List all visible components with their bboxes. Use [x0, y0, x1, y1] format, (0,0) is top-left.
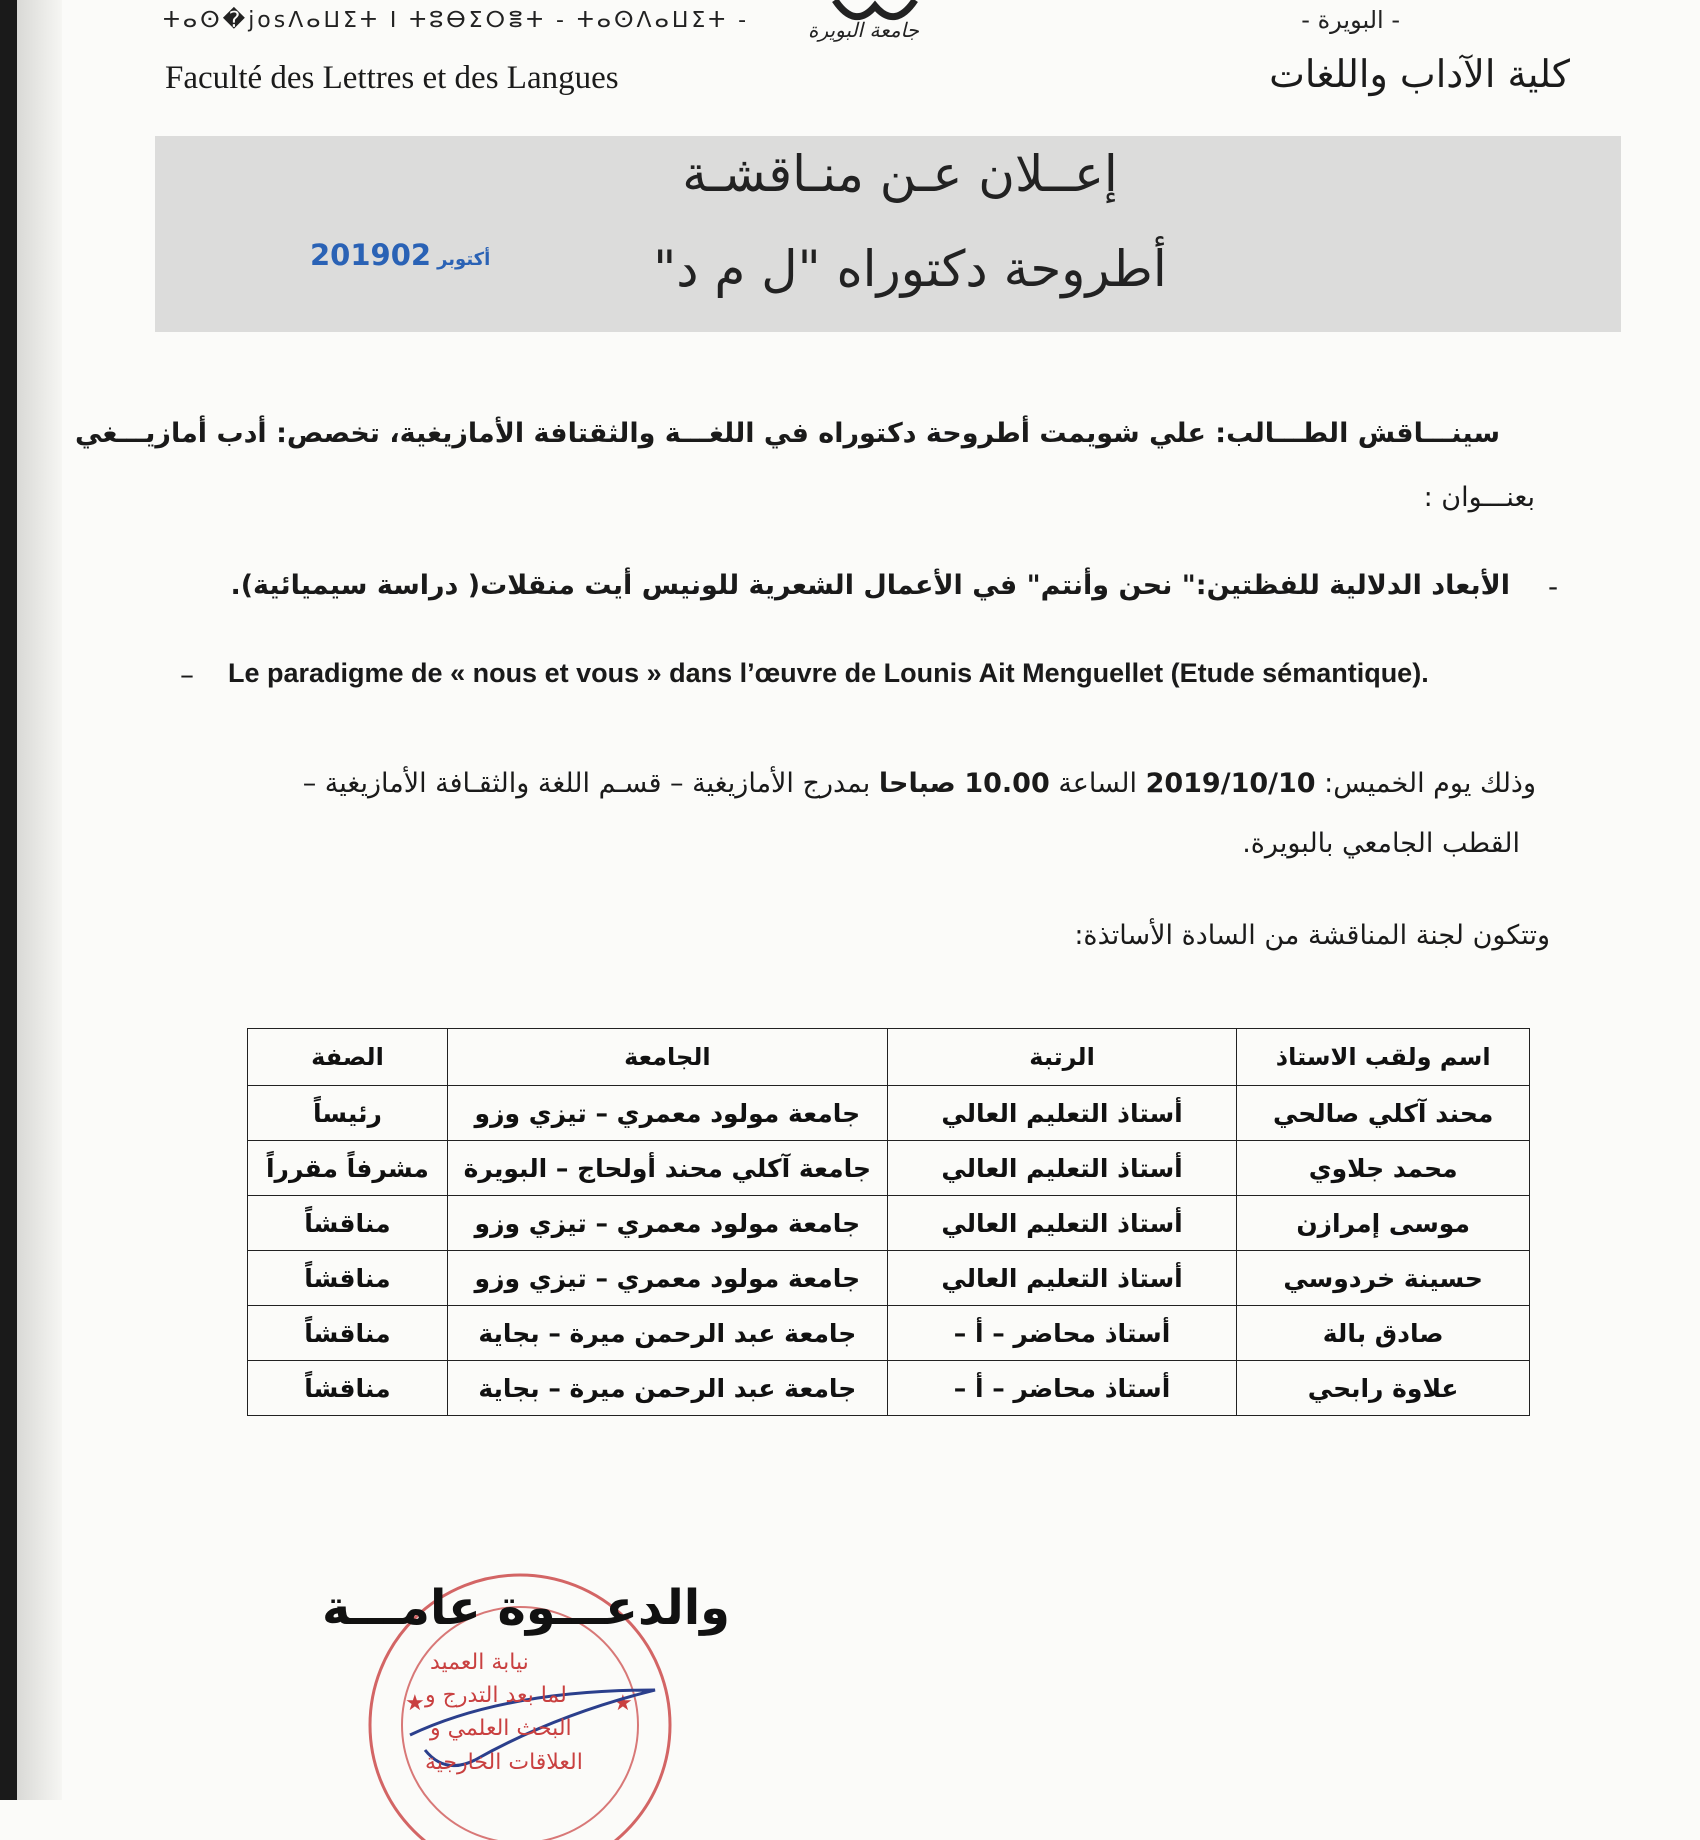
cell-rank: أستاذ محاضر – أ –: [887, 1361, 1237, 1416]
date-line-prefix: وذلك يوم الخميس:: [1324, 768, 1536, 799]
cell-rank: أستاذ التعليم العالي: [887, 1141, 1237, 1196]
svg-text:★: ★: [405, 1691, 425, 1716]
defense-date: 2019/10/10: [1145, 768, 1316, 799]
cell-name: صادق بالة: [1237, 1306, 1530, 1361]
cell-name: موسى إمرازن: [1237, 1196, 1530, 1251]
bullet-dash: –: [180, 658, 194, 691]
date-stamp: [310, 238, 496, 272]
cell-name: علاوة رابحي: [1237, 1361, 1530, 1416]
intro-line: سينـــاقش الطـــالب: علي شويمت أطروحة دكتوراه في اللغـــة والثقتافة الأمازيغية، تخصص: أدب أمازيـــغي: [75, 418, 1500, 449]
cell-role: رئيساً: [248, 1086, 448, 1141]
faculty-name-fr: Faculté des Lettres et des Langues: [165, 60, 619, 96]
cell-role: مناقشاً: [248, 1361, 448, 1416]
announcement-subtitle: أطروحة دكتوراه "ل م د": [653, 240, 1167, 298]
header-university: الجامعة: [447, 1029, 887, 1086]
defense-hour: 10.00: [964, 768, 1050, 799]
thesis-title-ar: الأبعاد الدلالية للفظتين:" نحن وأنتم" في الأعمال الشعرية للونيس أيت منقلات( دراسة سيميائية).: [230, 570, 1510, 601]
cell-university: جامعة مولود معمري – تيزي وزو: [447, 1196, 887, 1251]
cell-university: جامعة مولود معمري – تيزي وزو: [447, 1251, 887, 1306]
faculty-name-ar: كلية الآداب واللغات: [1269, 52, 1570, 96]
table-row: [248, 1141, 1530, 1196]
cell-name: محمد جلاوي: [1237, 1141, 1530, 1196]
header-role: الصفة: [248, 1029, 448, 1086]
hour-unit: صباحا: [878, 768, 956, 799]
cell-rank: أستاذ محاضر – أ –: [887, 1306, 1237, 1361]
cell-role: مناقشاً: [248, 1196, 448, 1251]
table-row: [248, 1086, 1530, 1141]
announcement-title: إعــلان عـن منـاقشـة: [682, 145, 1118, 203]
defense-location: بمدرج الأمازيغية – قسـم اللغة والثقـافة الأمازيغية –: [302, 768, 871, 799]
cell-rank: أستاذ التعليم العالي: [887, 1086, 1237, 1141]
intro-continuation: بعنـــوان :: [1423, 482, 1535, 513]
cell-university: جامعة عبد الرحمن ميرة – بجاية: [447, 1361, 887, 1416]
table-row: [248, 1361, 1530, 1416]
table-row: [248, 1196, 1530, 1251]
cell-role: مشرفاً مقرراً: [248, 1141, 448, 1196]
date-stamp-day: 02: [390, 238, 432, 272]
scan-edge: [0, 0, 17, 1800]
table-row: [248, 1251, 1530, 1306]
cell-name: محند آكلي صالحي: [1237, 1086, 1530, 1141]
cell-rank: أستاذ التعليم العالي: [887, 1196, 1237, 1251]
header-name: اسم ولقب الاستاذ: [1237, 1029, 1530, 1086]
seal-line: البحث العلمي و: [430, 1716, 572, 1741]
date-stamp-month: أكتوبر: [437, 249, 491, 270]
table-row: [248, 1306, 1530, 1361]
jury-table: [247, 1028, 1530, 1416]
header-tifinagh: ⵜⴰⵙ�josⴷⴰⵡⵉⵜ ⵏ ⵜⵓⴱⵉⵔⴻⵜ - ⵜⴰⵙⴷⴰⵡⵉⵜ -: [163, 8, 750, 33]
date-stamp-year: 2019: [310, 238, 391, 272]
seal-line: نيابة العميد: [430, 1650, 529, 1675]
cell-university: جامعة مولود معمري – تيزي وزو: [447, 1086, 887, 1141]
cell-name: حسينة خردوسي: [1237, 1251, 1530, 1306]
cell-university: جامعة عبد الرحمن ميرة – بجاية: [447, 1306, 887, 1361]
svg-text:★: ★: [613, 1691, 633, 1716]
hour-prefix: الساعة: [1058, 768, 1137, 799]
scan-shadow: [17, 0, 62, 1800]
thesis-title-fr: Le paradigme de « nous et vous » dans l’œuvre de Lounis Ait Menguellet (Etude sémantique).: [228, 658, 1429, 688]
cell-university: جامعة آكلي محند أولحاج – البويرة: [447, 1141, 887, 1196]
header-city-ar: - البويرة -: [1301, 6, 1400, 34]
location-continuation: القطب الجامعي بالبويرة.: [1242, 828, 1520, 859]
cell-role: مناقشاً: [248, 1306, 448, 1361]
invitation-text: والدعـــوة عامـــة: [321, 1580, 730, 1636]
committee-intro: وتتكون لجنة المناقشة من السادة الأساتذة:: [1074, 920, 1550, 951]
logo-caption: جامعة البويرة: [808, 18, 919, 42]
header-rank: الرتبة: [887, 1029, 1237, 1086]
seal-line: العلاقات الخارجية: [425, 1750, 583, 1775]
seal-line: لما بعد التدرج و: [425, 1683, 567, 1708]
bullet-dash: -: [1548, 570, 1559, 603]
cell-rank: أستاذ التعليم العالي: [887, 1251, 1237, 1306]
cell-role: مناقشاً: [248, 1251, 448, 1306]
date-line: [218, 768, 1536, 799]
table-header-row: [248, 1029, 1530, 1086]
